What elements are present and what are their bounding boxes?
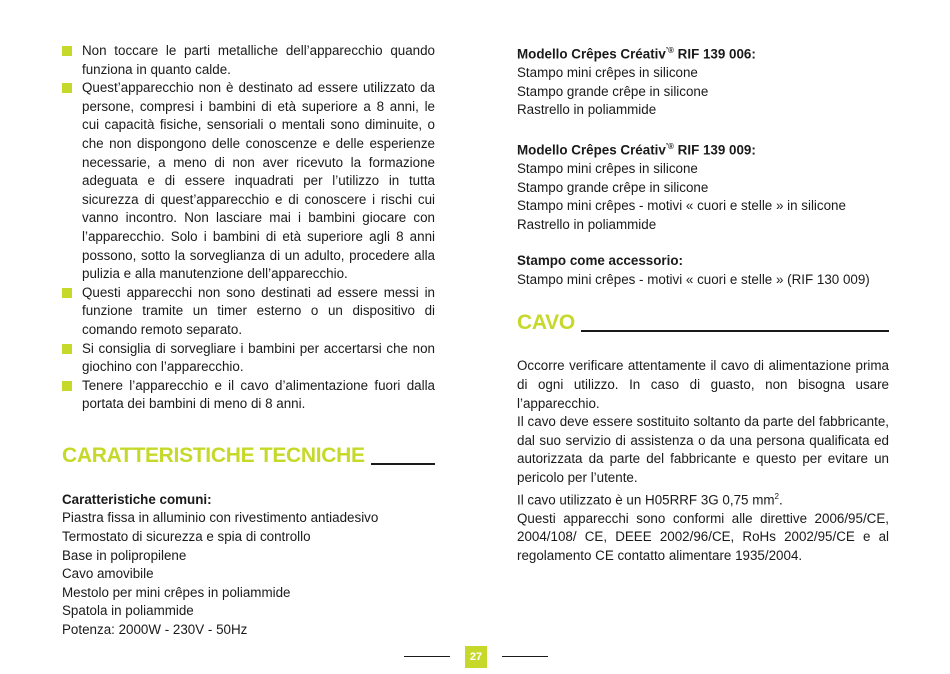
cavo-paragraph: Il cavo utilizzato è un H05RRF 3G 0,75 $mm^2$. — [517, 491, 783, 508]
model-item: Stampo grande crêpe in silicone — [517, 83, 709, 99]
common-item: Base in polipropilene — [62, 547, 187, 563]
bullet-item: Non toccare le parti metalliche dell’apparecchio quando funziona in quanto calde. — [62, 42, 435, 79]
bullet-square-icon — [62, 344, 72, 354]
model-item: Rastrello in poliammide — [517, 216, 657, 232]
title-rule — [581, 330, 889, 332]
title-rule — [371, 463, 435, 465]
common-features — [62, 491, 435, 640]
model-item: Rastrello in poliammide — [517, 102, 657, 118]
footer-rule-right — [502, 656, 548, 657]
model-item: Stampo mini crêpes in silicone — [517, 160, 698, 176]
model-item: Stampo mini crêpes - motivi « cuori e stelle » in silicone — [517, 198, 846, 214]
safety-bullet-list — [62, 42, 435, 414]
bullet-item: Tenere l’apparecchio e il cavo d’alimentazione fuori dalla portata dei bambini di meno di 8 anni. — [62, 377, 435, 414]
footer-rule-left — [404, 656, 450, 657]
common-item: Cavo amovibile — [62, 566, 154, 582]
cavo-paragraph: Questi apparecchi sono conformi alle direttive 2006/95/CE, 2004/108/ CE, DEEE 2002/96/CE, RoHs 2002/95/CE e al regolamento CE contatto alimentare 1935/2004. — [517, 510, 889, 563]
accessory-item: Stampo mini crêpes - motivi « cuori e stelle » (RIF 130 009) — [517, 271, 870, 287]
model-139006-block — [517, 42, 889, 120]
cavo-paragraph: Occorre verificare attentamente il cavo di alimentazione prima di ogni utilizzo. In caso di guasto, non bisogna usare l’apparecchio. — [517, 358, 889, 411]
common-item: Piastra fissa in alluminio con rivestimento antiadesivo — [62, 510, 379, 526]
right-column — [517, 42, 889, 565]
section-title-cavo: CAVO — [517, 311, 889, 335]
accessory-heading: Stampo come accessorio: — [517, 253, 683, 269]
common-item: Potenza: 2000W - 230V - 50Hz — [62, 622, 248, 638]
common-heading: Caratteristiche comuni: — [62, 491, 212, 507]
common-item: Mestolo per mini crêpes in poliammide — [62, 584, 291, 600]
bullet-square-icon — [62, 288, 72, 298]
model-139009-block — [517, 138, 889, 234]
model-heading: Modello Crêpes Créativ’® RIF 139 006: — [517, 46, 756, 62]
cavo-paragraph: Il cavo deve essere sostituito soltanto da parte del fabbricante, dal suo servizio di assistenza o da una persona qualificata ed autorizzata da parte del fabbricante e questo per evitare un pericolo per l’utente. — [517, 414, 889, 486]
model-heading: Modello Crêpes Créativ’® RIF 139 009: — [517, 141, 756, 158]
page-number: 27 — [465, 646, 487, 668]
model-item: Stampo mini crêpes in silicone — [517, 65, 698, 81]
common-item: Termostato di sicurezza e spia di controllo — [62, 529, 311, 545]
accessory-block — [517, 252, 889, 289]
bullet-item: Quest’apparecchio non è destinato ad essere utilizzato da persone, compresi i bambini di età superiore a 8 anni, le cui capacità fisiche, sensoriali o mentali sono diminuite, o che non dispongono delle conoscenze e delle esperienze necessarie, a meno di non aver ricevuto la formazione adeguata e di essere inquadrati per l’utilizzo in tutta sicurezza di quest’apparecchio e di conoscere i rischi cui vanno incontro. Non lasciare mai i bambini giocare con l’apparecchio. Solo i bambini di età superiore agli 8 anni possono, sotto la sorveglianza di un adulto, procedere alla pulizia e alla manutenzione dell’apparecchio. — [62, 79, 435, 284]
model-item: Stampo grande crêpe in silicone — [517, 179, 709, 195]
bullet-square-icon — [62, 381, 72, 391]
common-item: Spatola in poliammide — [62, 603, 194, 619]
bullet-square-icon — [62, 83, 72, 93]
left-column — [62, 42, 435, 640]
page-footer — [0, 646, 950, 668]
bullet-item: Si consiglia di sorvegliare i bambini per accertarsi che non giochino con l’apparecchio. — [62, 340, 435, 377]
bullet-square-icon — [62, 46, 72, 56]
bullet-item: Questi apparecchi non sono destinati ad essere messi in funzione tramite un timer esterno o un dispositivo di comando remoto separato. — [62, 284, 435, 340]
section-title-caratteristiche: CARATTERISTICHE TECNICHE — [62, 444, 435, 468]
cavo-text — [517, 357, 889, 565]
